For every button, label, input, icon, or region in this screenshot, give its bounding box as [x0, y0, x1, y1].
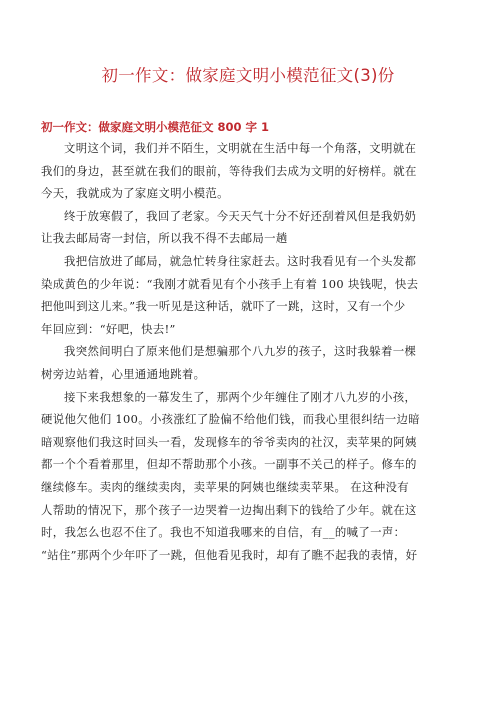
- paragraph-line: 人帮助的情况下，那个孩子一边哭着一边掏出剩下的钱给了少年。就在这: [41, 502, 417, 517]
- paragraph-line: 我把信放进了邮局，就急忙转身往家赶去。这时我看见有一个头发都: [64, 253, 417, 268]
- paragraph-line: 我突然间明白了原来他们是想骗那个八九岁的孩子，这时我躲着一棵: [64, 344, 417, 359]
- paragraph-line: 硬说他欠他们 100。小孩涨红了脸偏不给他们钱，而我心里很纠结一边暗: [41, 412, 420, 427]
- paragraph-line: 暗观察他们我这时回头一看，发现修车的爷爷卖肉的社汉，卖苹果的阿姨: [41, 434, 417, 449]
- essay-paragraph: [41, 250, 461, 340]
- paragraph-line: “站住”那两个少年吓了一跳，但他看见我时，却有了瞧不起我的表情，好: [41, 547, 418, 562]
- paragraph-line: 都一个个看着那里，但却不帮助那个小孩。一副事不关己的样子。修车的: [41, 457, 417, 472]
- essay-paragraph: [41, 137, 461, 205]
- paragraph-line: 我们的身边，甚至就在我们的眼前，等待我们去成为文明的好榜样。就在: [41, 163, 417, 178]
- paragraph-line: 年回应到：“好吧，快去!”: [41, 321, 176, 336]
- essay-paragraph: [41, 340, 461, 385]
- essay-paragraph: [41, 386, 461, 567]
- paragraph-line: 让我去邮局寄一封信，所以我不得不去邮局一趟: [41, 231, 288, 246]
- essay-paragraph: [41, 205, 461, 250]
- paragraph-line: 接下来我想象的一幕发生了，那两个少年缠住了刚才八九岁的小孩，: [64, 389, 417, 404]
- paragraph-line: 今天，我就成为了家庭文明小模范。: [41, 186, 229, 201]
- paragraph-line: 文明这个词，我们并不陌生，文明就在生活中每一个角落，文明就在: [64, 141, 417, 155]
- paragraph-line: 染成黄色的少年说：“我刚才就看见有个小孩手上有着 100 块钱呢，快去: [41, 276, 419, 291]
- paragraph-line: 时，我怎么也忍不住了。我也不知道我哪来的自信，有__的喊了一声：: [41, 525, 406, 540]
- paragraph-line: 终于放寒假了，我回了老家。今天天气十分不好还刮着风但是我奶奶: [64, 208, 417, 223]
- paragraph-line: 继续修车。卖肉的继续卖肉，卖苹果的阿姨也继续卖苹果。 在这种没有: [41, 479, 409, 494]
- essay-body: [41, 137, 461, 566]
- paragraph-line: 把他叫到这儿来。”我一听见是这种话，就吓了一跳，这时，又有一个少: [41, 299, 406, 314]
- document-title: 初一作文：做家庭文明小模范征文(3)份: [101, 66, 395, 85]
- section-heading: 初一作文：做家庭文明小模范征文 800 字 1: [41, 120, 270, 134]
- paragraph-line: 树旁边站着，心里通通地跳着。: [41, 366, 206, 381]
